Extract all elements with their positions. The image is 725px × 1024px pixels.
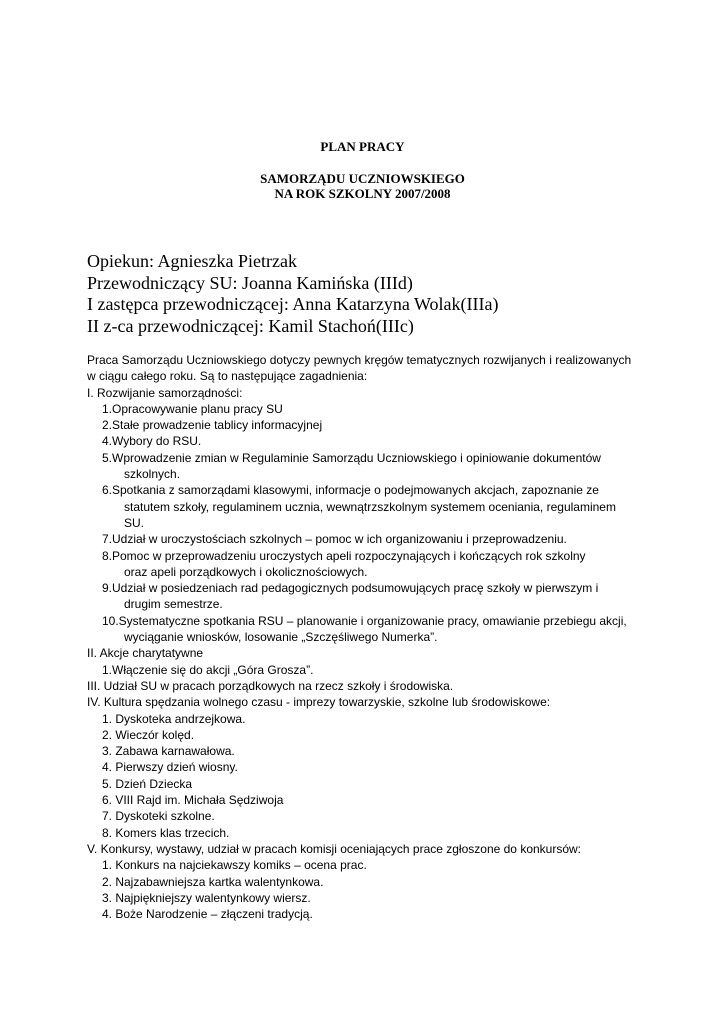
list-item: 8.Pomoc w przeprowadzeniu uroczystych apeli rozpoczynających i kończących rok szkolny [102,548,586,563]
list-item: 3. Najpiękniejszy walentynkowy wiersz. [102,890,311,905]
list-item-cont: SU. [124,515,145,530]
list-item: 4. Boże Narodzenie – złączeni tradycją. [102,907,313,922]
staff-list [87,251,687,337]
list-item: 10.Systematyczne spotkania RSU – planowanie i organizowanie pracy, omawianie przebiegu akcji, [102,613,627,628]
list-item: 4. Pierwszy dzień wiosny. [102,760,238,775]
section-heading: V. Konkursy, wystawy, udział w pracach komisji oceniających prace zgłoszone do konkursów: [87,841,582,856]
list-item-cont: wyciąganie wniosków, losowanie „Szczęśliwego Numerka”. [124,630,438,645]
list-item: 1.Opracowywanie planu pracy SU [102,401,283,416]
list-item: 1. Konkurs na najciekawszy komiks – ocena prac. [102,858,367,873]
staff-chair: Przewodniczący SU: Joanna Kamińska (IIId) [87,272,413,293]
list-item: 6. VIII Rajd im. Michała Sędziwoja [102,793,284,808]
doc-subtitle: SAMORZĄDU UCZNIOWSKIEGO [260,171,465,186]
section-heading: I. Rozwijanie samorządności: [87,385,243,400]
list-item-cont: statutem szkoły, regulaminem ucznia, wewnątrzszkolnym systemem oceniania, regulaminem [124,499,616,514]
list-item-cont: oraz apeli porządkowych i okolicznościowych. [124,564,368,579]
doc-title: PLAN PRACY [320,139,405,154]
list-item: 9.Udział w posiedzeniach rad pedagogicznych podsumowujących pracę szkoły w pierwszym i [102,581,599,596]
list-item: 3. Zabawa karnawałowa. [102,744,235,759]
doc-subtitle-year: NA ROK SZKOLNY 2007/2008 [274,186,451,201]
list-item: 4.Wybory do RSU. [102,434,202,449]
section-heading: III. Udział SU w pracach porządkowych na rzecz szkoły i środowiska. [87,678,454,693]
list-item: 7. Dyskoteki szkolne. [102,809,215,824]
plan-body [87,352,667,922]
list-item: 8. Komers klas trzecich. [102,825,230,840]
list-item-cont: drugim semestrze. [124,597,223,612]
list-item: 7.Udział w uroczystościach szkolnych – pomoc w ich organizowaniu i przeprowadzeniu. [102,532,567,547]
list-item-cont: szkolnych. [124,467,181,482]
staff-deputy-2: II z-ca przewodniczącej: Kamil Stachoń(IIIc) [87,315,414,336]
staff-deputy-1: I zastępca przewodniczącej: Anna Katarzyna Wolak(IIIa) [87,294,499,314]
list-item: 2. Najzabawniejsza kartka walentynkowa. [102,874,324,889]
list-item: 1.Włączenie się do akcji „Góra Grosza”. [102,662,314,677]
intro-line: Praca Samorządu Uczniowskiego dotyczy pewnych kręgów tematycznych rozwijanych i realizowanych [87,353,632,367]
intro-line: w ciągu całego roku. Są to następujące zagadnienia: [87,369,368,384]
list-item: 5.Wprowadzenie zmian w Regulaminie Samorządu Uczniowskiego i opiniowanie dokumentów [102,450,601,465]
list-item: 6.Spotkania z samorządami klasowymi, informacje o podejmowanych akcjach, zapoznanie ze [102,483,599,498]
section-heading: II. Akcje charytatywne [87,646,204,661]
list-item: 5. Dzień Dziecka [102,776,193,791]
list-item: 2.Stałe prowadzenie tablicy informacyjnej [102,418,323,433]
list-item: 1. Dyskoteka andrzejkowa. [102,711,246,726]
staff-opiekun: Opiekun: Agnieszka Pietrzak [87,251,297,271]
section-heading: IV. Kultura spędzania wolnego czasu - imprezy towarzyskie, szkolne lub środowiskowe: [87,695,551,710]
list-item: 2. Wieczór kolęd. [102,727,195,742]
